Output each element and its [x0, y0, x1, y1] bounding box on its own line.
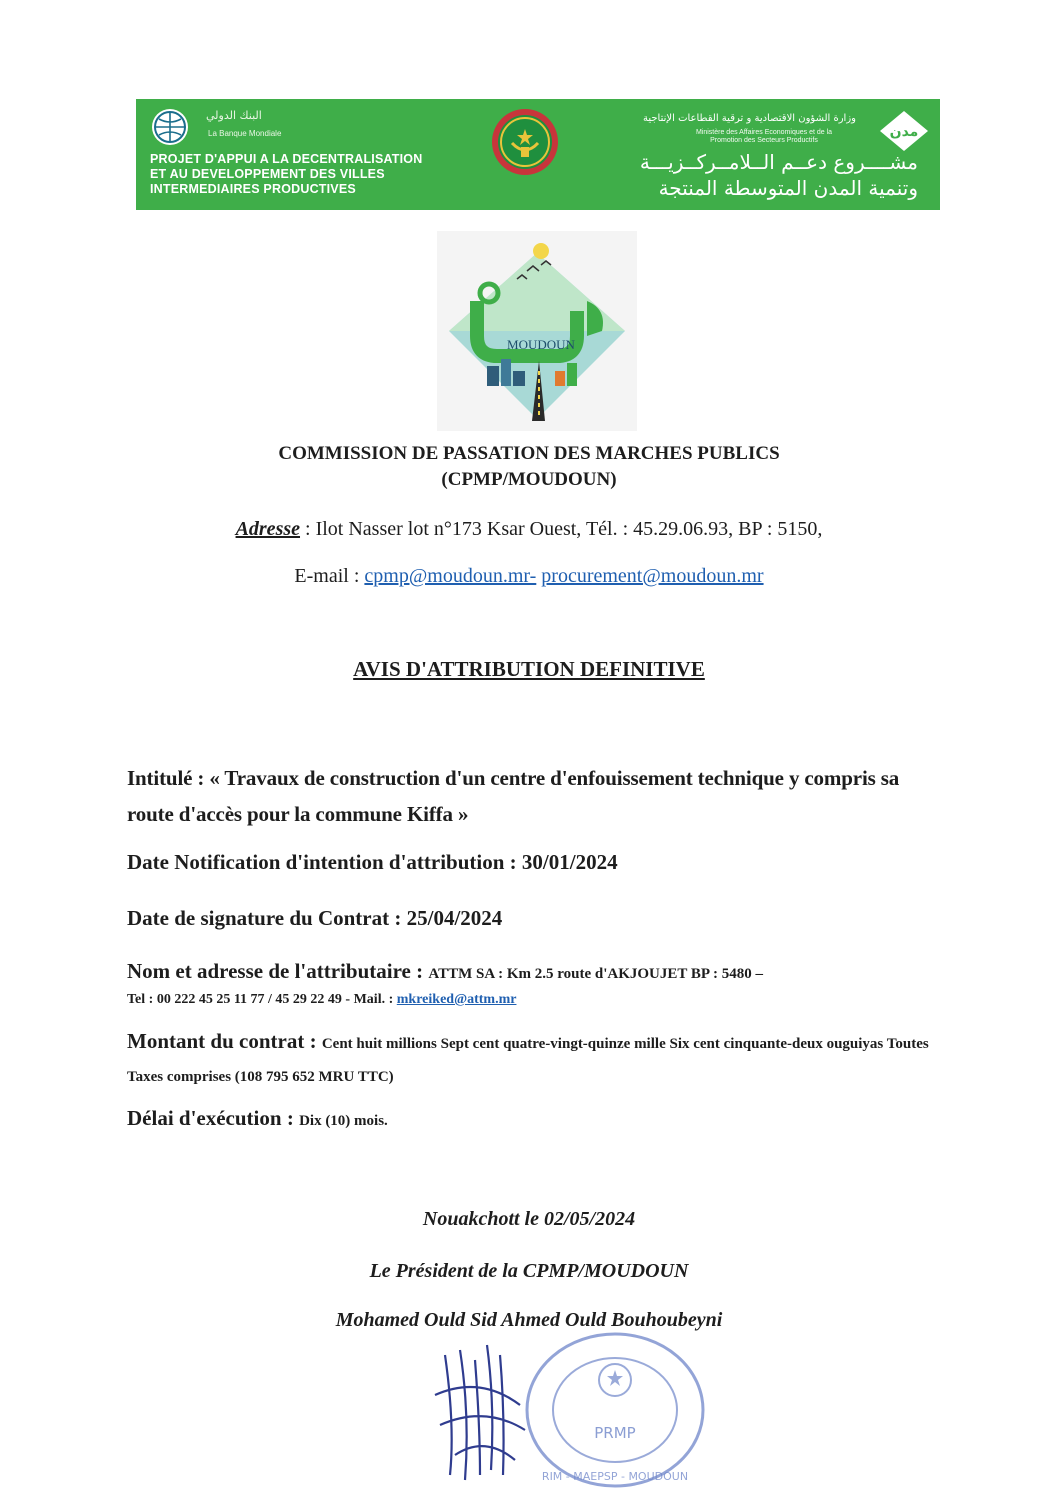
awardee-label: Nom et adresse de l'attributaire : [127, 959, 429, 983]
ministry-fr-line: Promotion des Secteurs Productifs [710, 137, 818, 144]
period-text: Dix (10) mois. [299, 1113, 388, 1129]
commission-line: COMMISSION DE PASSATION DES MARCHES PUBLICS [278, 443, 780, 464]
project-fr-line: PROJET D'APPUI A LA DECENTRALISATION [150, 152, 423, 166]
stamp-ring-text: RIM - MAEPSP - MOUDOUN [541, 1470, 689, 1483]
amount-text: Cent huit millions Sept cent quatre-vingt-quinze mille Six cent cinquante-deux ouguiyas Toutes Taxes comprises (108 795 652 MRU TTC) [127, 1036, 929, 1085]
place-date: Nouakchott le 02/05/2024 [422, 1208, 636, 1230]
email-line [0, 565, 1058, 588]
signatory-name: Mohamed Ould Sid Ahmed Ould Bouhoubeyni [335, 1309, 723, 1331]
contract-amount [127, 1026, 937, 1092]
project-banner [136, 99, 940, 210]
mauritania-seal-emblem [490, 107, 560, 177]
project-ar-line: مشــــروع دعــم الــلامــركــزيـــة [639, 150, 918, 174]
execution-period [127, 1106, 937, 1131]
awardee-email-link[interactable]: mkreiked@attm.mr [396, 992, 517, 1007]
email-link-procurement[interactable]: procurement@moudoun.mr [541, 565, 764, 587]
address-label: Adresse [235, 518, 301, 540]
address-text: : Ilot Nasser lot n°173 Ksar Ouest, Tél. : 45.29.06.93, BP : 5150, [300, 518, 823, 540]
svg-text:مدن: مدن [889, 124, 919, 140]
logo-wordmark: MOUDOUN [507, 337, 575, 352]
email-label: E-mail : [294, 565, 365, 587]
project-fr-line: INTERMEDIAIRES PRODUCTIVES [150, 182, 356, 196]
awardee-contact [127, 987, 937, 1013]
notice-title: AVIS D'ATTRIBUTION DEFINITIVE [353, 657, 705, 681]
handwritten-signature [425, 1335, 535, 1485]
ministry-french [664, 129, 864, 145]
awardee-address: ATTM SA : Km 2.5 route d'AKJOUJET BP : 5480 – [428, 966, 763, 982]
contract-title: Intitulé : « Travaux de construction d'un centre d'enfouissement technique y compris sa route d'accès pour la commune Kiffa » [127, 766, 900, 826]
project-name-arabic [558, 149, 918, 201]
notification-date: Date Notification d'intention d'attribution : 30/01/2024 [127, 850, 618, 874]
address-line [0, 518, 1058, 541]
amount-label: Montant du contrat : [127, 1029, 322, 1053]
world-bank-french: La Banque Mondiale [208, 129, 282, 138]
project-fr-line: ET AU DEVELOPPEMENT DES VILLES [150, 167, 385, 181]
commission-title [0, 441, 1058, 493]
awardee-block [127, 958, 937, 1013]
awardee-phone: Tel : 00 222 45 25 11 77 / 45 29 22 49 - Mail. : [127, 992, 397, 1007]
project-ar-line: وتنمية المدن المتوسطة المنتجة [658, 176, 918, 200]
president-title: Le Président de la CPMP/MOUDOUN [369, 1260, 689, 1282]
world-bank-globe-icon [150, 107, 190, 147]
commission-line: (CPMP/MOUDOUN) [441, 469, 617, 490]
official-stamp [520, 1330, 710, 1490]
world-bank-arabic: البنك الدولي [206, 109, 262, 122]
period-label: Délai d'exécution : [127, 1106, 300, 1130]
ministry-arabic: وزارة الشؤون الاقتصادية و ترقية القطاعات الإنتاجية [643, 113, 856, 124]
email-link-cpmp[interactable]: cpmp@moudoun.mr- [364, 565, 537, 587]
stamp-text: PRMP [594, 1424, 636, 1442]
moudoun-logo [437, 231, 637, 431]
moudoun-mini-logo-icon [878, 109, 930, 153]
ministry-fr-line: Ministère des Affaires Economiques et de la [695, 129, 833, 136]
contract-signature-date: Date de signature du Contrat : 25/04/2024 [127, 906, 503, 930]
project-name-french [150, 152, 480, 197]
